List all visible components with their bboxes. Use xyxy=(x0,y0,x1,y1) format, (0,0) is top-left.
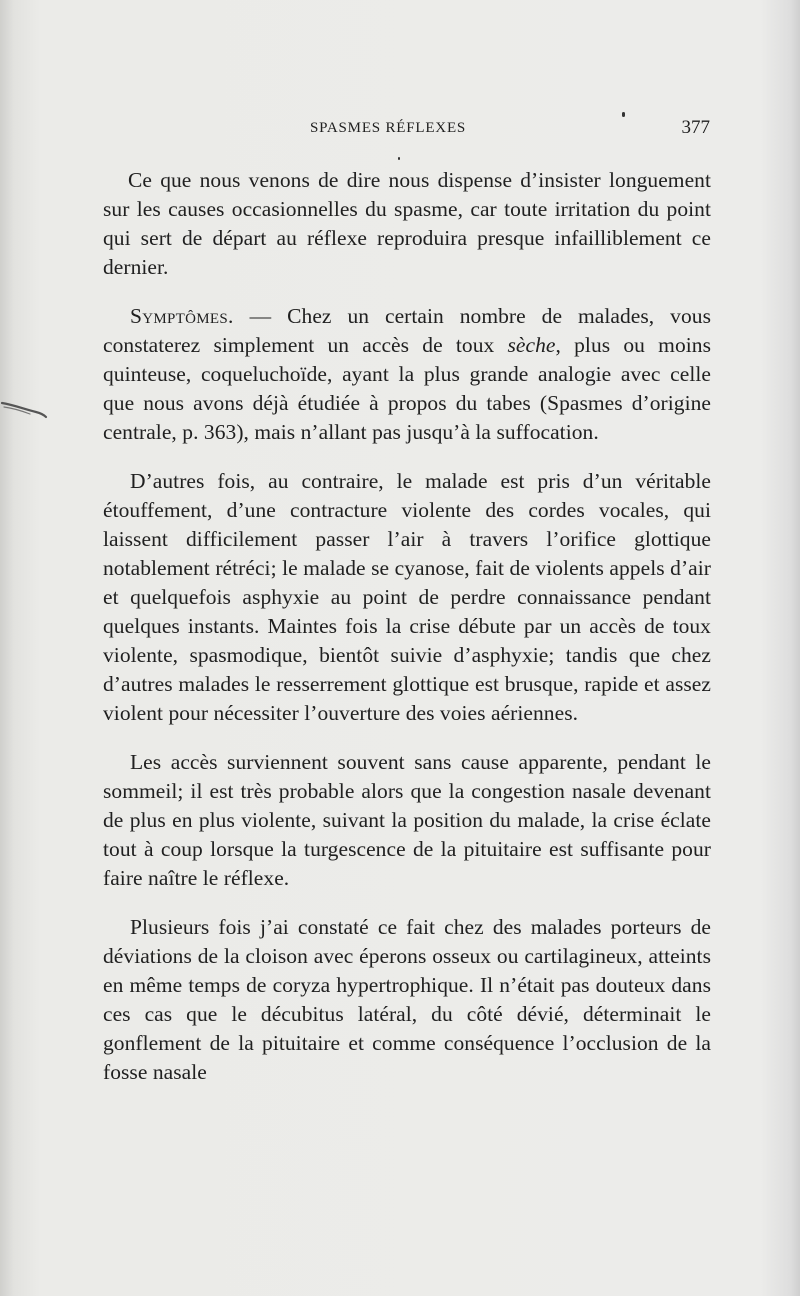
running-title: SPASMES RÉFLEXES xyxy=(310,120,467,136)
ink-speck xyxy=(398,157,400,160)
paragraph-2-italic-word: sèche xyxy=(507,333,556,357)
page-body xyxy=(103,166,711,1087)
paragraph-1: Ce que nous venons de dire nous dispense d’insister longuement sur les causes occasionnelles du spasme, car toute irritation du point qui sert de départ au réflexe reproduira presque infailliblement ce dernier. xyxy=(103,168,711,279)
page-number: 377 xyxy=(681,117,710,138)
running-head xyxy=(100,117,710,142)
paragraph-4: Les accès surviennent souvent sans cause apparente, pendant le sommeil; il est très probable alors que la congestion nasale devenant de plus en plus violente, suivant la position du malade, la crise éclate tout à coup lorsque la turgescence de la pituitaire est suffisante pour faire naître le réflexe. xyxy=(103,750,711,890)
section-heading-symptomes: Symptômes. xyxy=(130,304,234,328)
margin-pencil-mark xyxy=(0,395,48,421)
paragraph-3: D’autres fois, au contraire, le malade est pris d’un véritable étouffement, d’une contracture violente des cordes vocales, qui laissent difficilement passer l’air à travers l’orifice glottique notablement rétréci; le malade se cyanose, fait de violents appels d’air et quelquefois asphyxie au point de perdre connaissance pendant quelques instants. Maintes fois la crise débute par un accès de toux violente, spasmodique, bientôt suivie d’asphyxie; tandis que chez d’autres malades le resserrement glottique est brusque, rapide et assez violent pour nécessiter l’ouverture des voies aériennes. xyxy=(103,469,711,725)
paragraph-2-text-after: , plus ou moins quinteuse, coqueluchoïde, ayant la plus grande analogie avec celle que nous avons déjà étudiée à propos du tabes (Spasmes d’origine centrale, p. 363), mais n’allant pas jusqu’à la suffocation. xyxy=(103,333,711,444)
paragraph-5: Plusieurs fois j’ai constaté ce fait chez des malades porteurs de déviations de la cloison avec éperons osseux ou cartilagineux, atteints en même temps de coryza hypertrophique. Il n’était pas douteux dans ces cas que le décubitus latéral, du côté dévié, déterminait le gonflement de la pituitaire et comme conséquence l’occlusion de la fosse nasale xyxy=(103,915,711,1084)
ink-speck xyxy=(622,112,625,117)
paragraph-2 xyxy=(103,302,711,447)
paragraph-2-text-before: — Chez un certain nombre de malades, vous constaterez simplement un accès de toux xyxy=(103,304,711,357)
